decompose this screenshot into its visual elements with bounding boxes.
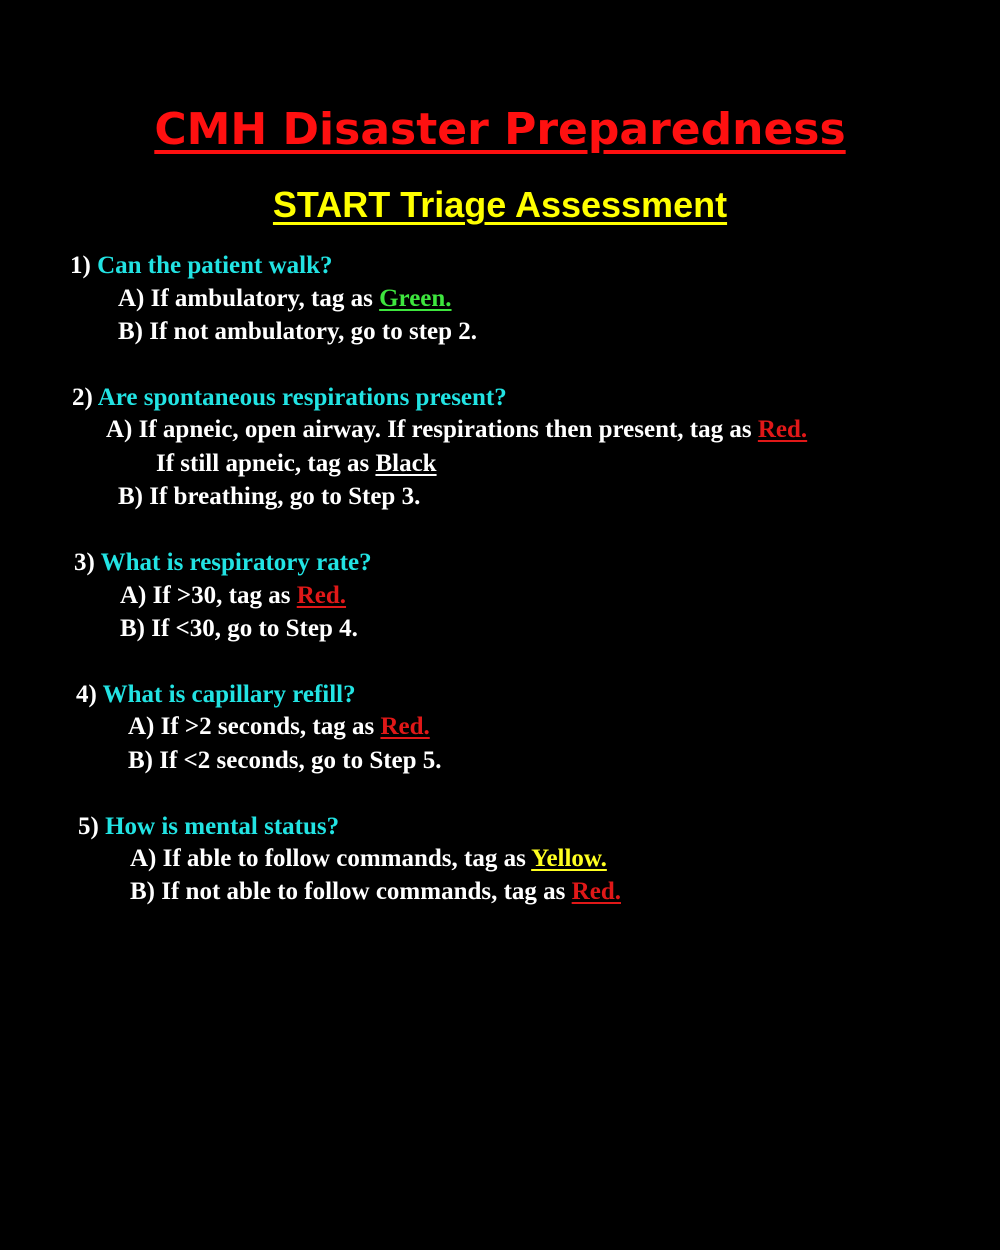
step-question: What is capillary refill?	[102, 681, 356, 708]
tag-red: Red.	[571, 878, 621, 905]
option-text: A) If apneic, open airway. If respirations then present, tag as	[106, 416, 752, 443]
step-2-option-b	[118, 481, 420, 513]
step-2-option-a	[106, 414, 807, 446]
step-1-question-line	[70, 250, 333, 282]
step-number: 2)	[72, 384, 93, 411]
tag-green: Green.	[379, 285, 452, 312]
step-number: 3)	[74, 549, 95, 576]
step-5-question-line	[78, 811, 339, 843]
step-question: How is mental status?	[105, 813, 340, 840]
step-1-option-b	[118, 316, 477, 348]
step-3-question-line	[74, 547, 372, 579]
step-question: Can the patient walk?	[97, 252, 333, 279]
step-question: Are spontaneous respirations present?	[97, 384, 507, 411]
step-5-option-a	[130, 843, 607, 875]
option-text: A) If able to follow commands, tag as	[130, 845, 526, 872]
option-text: A) If >30, tag as	[120, 582, 291, 609]
step-3-option-b	[120, 613, 358, 645]
tag-red: Red.	[757, 416, 808, 443]
page-title: CMH Disaster Preparedness	[154, 104, 846, 155]
option-text: A) If >2 seconds, tag as	[128, 713, 375, 740]
option-text: B) If not able to follow commands, tag as	[130, 878, 566, 905]
option-text: If still apneic, tag as	[156, 450, 370, 477]
step-4-question-line	[76, 679, 356, 711]
step-number: 5)	[78, 813, 99, 840]
option-text: B) If breathing, go to Step 3.	[118, 483, 421, 510]
tag-yellow: Yellow.	[531, 845, 607, 872]
option-text: B) If <2 seconds, go to Step 5.	[128, 747, 442, 774]
option-text: B) If not ambulatory, go to step 2.	[118, 318, 478, 345]
step-number: 4)	[76, 681, 97, 708]
step-question: What is respiratory rate?	[100, 549, 372, 576]
page-subtitle: START Triage Assessment	[272, 184, 728, 225]
step-2-option-a-continued	[156, 448, 437, 480]
step-4-option-a	[128, 711, 430, 743]
tag-red: Red.	[380, 713, 430, 740]
step-number: 1)	[70, 252, 91, 279]
step-4-option-b	[128, 745, 442, 777]
option-text: A) If ambulatory, tag as	[118, 285, 373, 312]
step-2-question-line	[72, 382, 507, 414]
option-text: B) If <30, go to Step 4.	[120, 615, 358, 642]
step-5-option-b	[130, 876, 621, 908]
step-1-option-a	[118, 283, 452, 315]
tag-black: Black	[375, 450, 437, 477]
step-3-option-a	[120, 580, 346, 612]
tag-red: Red.	[296, 582, 347, 609]
